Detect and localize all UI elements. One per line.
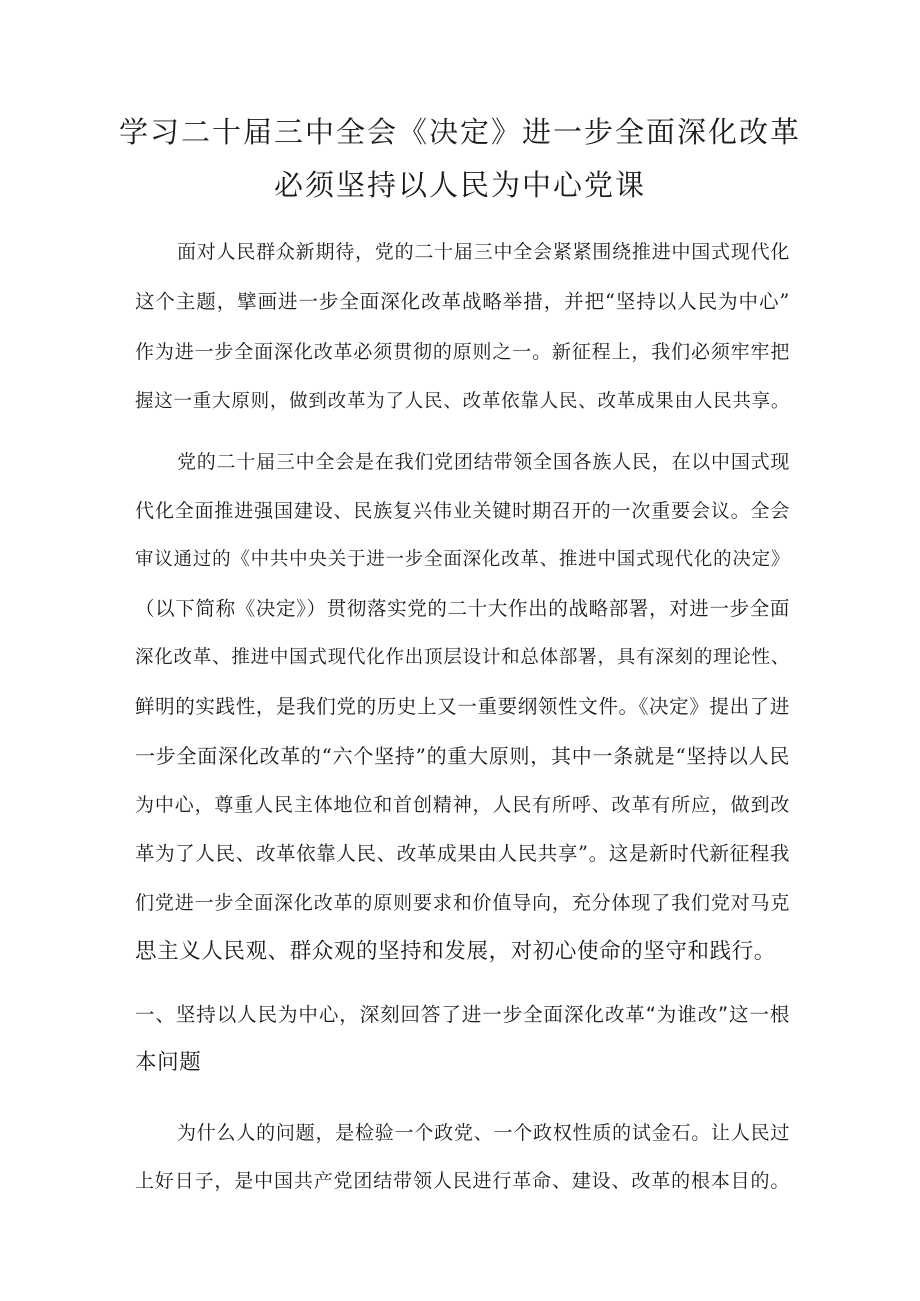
paragraph-2-line: 革为了人民、改革依靠人民、改革成果由人民共享”。这是新时代新征程我	[135, 842, 790, 865]
section-heading-line: 本问题	[135, 1050, 202, 1075]
section-heading-line: 一、坚持以人民为中心，深刻回答了进一步全面深化改革“为谁改”这一根	[135, 1003, 790, 1026]
paragraph-2-line: （以下简称《决定》）贯彻落实党的二十大作出的战略部署，对进一步全面	[135, 597, 790, 620]
paragraph-2-line: 深化改革、推进中国式现代化作出顶层设计和总体部署，具有深刻的理论性、	[135, 647, 790, 668]
document-title-line-2: 必须坚持以人民为中心党课	[273, 168, 646, 202]
document-title-line-1: 学习二十届三中全会《决定》进一步全面深化改革	[118, 115, 801, 149]
paragraph-2-line: 们党进一步全面深化改革的原则要求和价值导向，充分体现了我们党对马克	[135, 892, 790, 914]
paragraph-1-line: 作为进一步全面深化改革必须贯彻的原则之一。新征程上，我们必须牢牢把	[135, 341, 790, 363]
paragraph-2-line: 审议通过的《中共中央关于进一步全面深化改革、推进中国式现代化的决定》	[135, 549, 790, 570]
paragraph-3-line: 为什么人的问题，是检验一个政党、一个政权性质的试金石。让人民过	[177, 1122, 790, 1144]
paragraph-2-line: 代化全面推进强国建设、民族复兴伟业关键时期召开的一次重要会议。全会	[135, 500, 790, 522]
paragraph-1-line: 面对人民群众新期待，党的二十届三中全会紧紧围绕推进中国式现代化	[177, 241, 790, 263]
paragraph-2-line: 党的二十届三中全会是在我们党团结带领全国各族人民，在以中国式现	[177, 451, 790, 473]
paragraph-2-line: 一步全面深化改革的“六个坚持”的重大原则，其中一条就是“坚持以人民	[135, 744, 790, 768]
paragraph-3-line: 上好日子，是中国共产党团结带领人民进行革命、建设、改革的根本目的。	[135, 1170, 790, 1192]
paragraph-1-line: 握这一重大原则，做到改革为了人民、改革依靠人民、改革成果由人民共享。	[135, 391, 790, 412]
paragraph-1-line: 这个主题，擘画进一步全面深化改革战略举措，并把“坚持以人民为中心”	[135, 290, 790, 313]
paragraph-2-line: 为中心，尊重人民主体地位和首创精神，人民有所呼、改革有所应，做到改	[135, 794, 790, 816]
paragraph-2-line: 鲜明的实践性，是我们党的历史上又一重要纲领性文件。《决定》提出了进	[135, 695, 790, 718]
paragraph-2-line: 思主义人民观、群众观的坚持和发展，对初心使命的坚守和践行。	[135, 939, 776, 964]
